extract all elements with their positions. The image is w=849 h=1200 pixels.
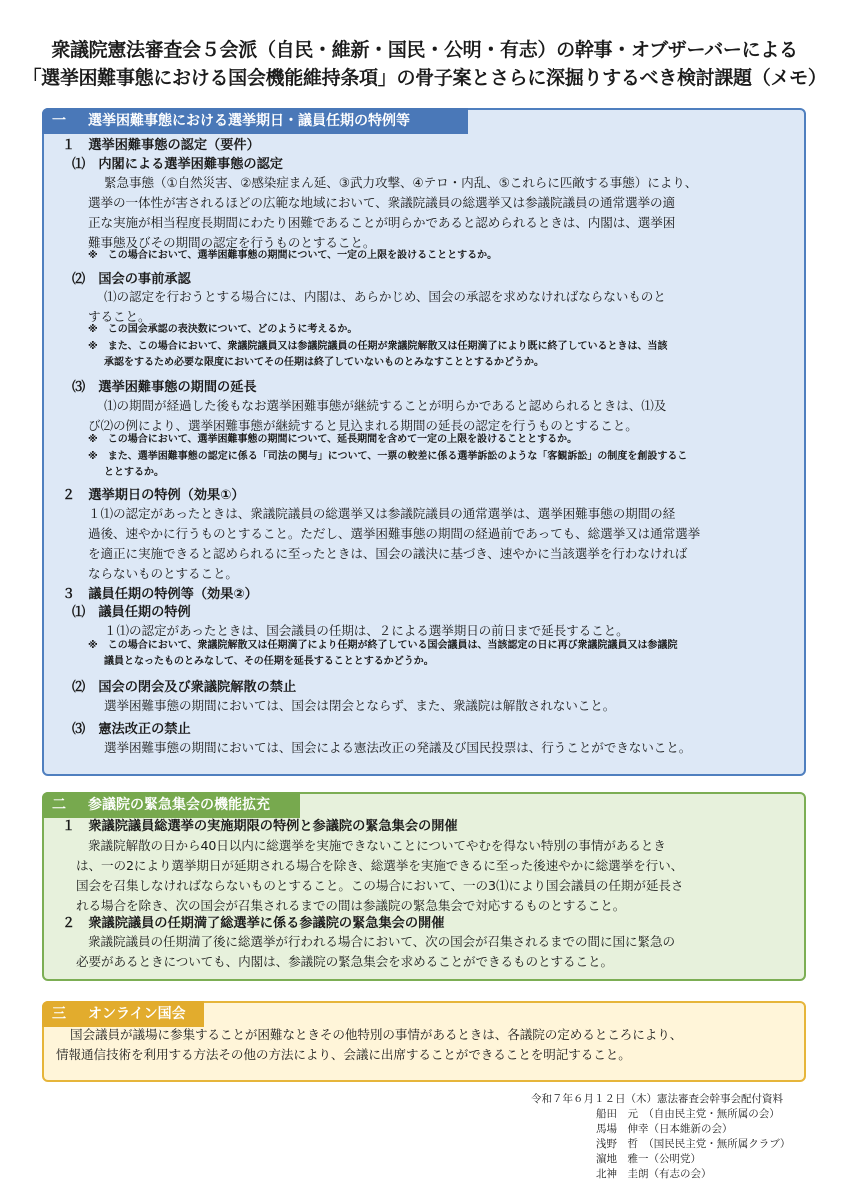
section1-note-line: ※ また、この場合において、衆議院議員又は参議院議員の任期が衆議院解散又は任期満了により既に終了しているときは、当該 xyxy=(88,341,668,352)
section-2-number: 二 xyxy=(52,797,66,813)
footer-member: 浅野 哲 （国民民主党・無所属クラブ） xyxy=(596,1138,791,1150)
section1-heading-line: ⑶ 憲法改正の禁止 xyxy=(72,722,191,737)
section1-text-line: 選挙の一体性が害されるほどの広範な地域において、衆議院議員の総選挙又は参議院議員の通常選挙の適 xyxy=(88,195,675,210)
section-2-heading-bar xyxy=(42,792,300,818)
section-1-number: 一 xyxy=(52,113,66,129)
section-3-number: 三 xyxy=(52,1006,66,1022)
section1-text-line: 選挙困難事態の期間においては、国会による憲法改正の発議及び国民投票は、行うことができないこと。 xyxy=(104,740,692,755)
section1-heading-line: ⑴ 議員任期の特例 xyxy=(72,605,191,620)
section1-heading-line: ⑶ 選挙困難事態の期間の延長 xyxy=(72,380,257,395)
section1-text-line: ⑴の認定を行おうとする場合には、内閣は、あらかじめ、国会の承認を求めなければならないものと xyxy=(104,289,666,304)
section1-heading-line: ３ 議員任期の特例等（効果②） xyxy=(62,587,258,602)
section3-text-line: 国会議員が議場に参集することが困難なときその他特別の事情があるときは、各議院の定めるところにより、 xyxy=(70,1027,683,1042)
section2-text-line: 衆議院議員の任期満了後に総選挙が行われる場合において、次の国会が召集されるまでの間に国に緊急の xyxy=(88,934,675,949)
section-1-heading: 選挙困難事態における選挙期日・議員任期の特例等 xyxy=(88,113,410,129)
section1-note-line: 承認をするため必要な限度においてその任期は終了していないものとみなすこととするかどうか。 xyxy=(104,357,544,368)
footer-member: 船田 元 （自由民主党・無所属の会） xyxy=(596,1108,780,1120)
section1-note-line: ※ また、選挙困難事態の認定に係る「司法の関与」について、一票の較差に係る選挙訴訟のような「客観訴訟」の制度を創設するこ xyxy=(88,451,688,462)
section2-text-line: れる場合を除き、次の国会が召集されるまでの間は参議院の緊急集会で対応するものとすること。 xyxy=(76,898,626,913)
section1-note-line: 議員となったものとみなして、その任期を延長することとするかどうか。 xyxy=(104,656,434,667)
section1-note-line: ※ この場合において、衆議院解散又は任期満了により任期が終了している国会議員は、当該認定の日に再び衆議院議員又は参議院 xyxy=(88,640,678,651)
section1-note-line: ※ この国会承認の表決数について、どのように考えるか。 xyxy=(88,324,358,335)
section1-text-line: 緊急事態（①自然災害、②感染症まん延、③武力攻撃、④テロ・内乱、⑤これらに匹敵する事態）により、 xyxy=(104,175,698,190)
footer-member: 北神 圭朗（有志の会） xyxy=(596,1168,712,1180)
footer-member: 馬場 伸幸（日本維新の会） xyxy=(596,1123,733,1135)
section1-text-line: すること。 xyxy=(88,309,151,324)
title-line-1: 衆議院憲法審査会５会派（自民・維新・国民・公明・有志）の幹事・オブザーバーによる xyxy=(51,39,798,61)
section2-text-line: 必要があるときについても、内閣は、参議院の緊急集会を求めることができるものとすること。 xyxy=(76,954,613,969)
section1-heading-line: ⑴ 内閣による選挙困難事態の認定 xyxy=(72,157,283,172)
section1-text-line: ⑴の期間が経過した後もなお選挙困難事態が継続することが明らかであると認められるときは、⑴及 xyxy=(104,398,667,413)
section1-heading-line: ⑵ 国会の事前承認 xyxy=(72,272,191,287)
section1-text-line: １⑴の認定があったときは、衆議院議員の総選挙又は参議院議員の通常選挙は、選挙困難事態の期間の経 xyxy=(88,506,676,521)
section1-text-line: 選挙困難事態の期間においては、国会は閉会とならず、また、衆議院は解散されないこと。 xyxy=(104,698,616,713)
section1-note-line: ※ この場合において、選挙困難事態の期間について、延長期間を含めて一定の上限を設けることとするか。 xyxy=(88,434,578,445)
section2-text-line: は、一の2により選挙期日が延期される場合を除き、総選挙を実施できるに至った後速やかに総選挙を行い、 xyxy=(76,858,684,873)
title-line-2: 「選挙困難事態における国会機能維持条項」の骨子案とさらに深掘りするべき検討課題（メモ） xyxy=(22,67,827,89)
section-1-heading-bar xyxy=(42,108,468,134)
section1-text-line: 過後、速やかに行うものとすること。ただし、選挙困難事態の期間の経過前であっても、総選挙又は通常選挙 xyxy=(88,526,701,541)
footer-date: 令和７年６月１２日（木）憲法審査会幹事会配付資料 xyxy=(531,1093,783,1105)
footer-member: 濵地 雅一（公明党） xyxy=(596,1153,701,1165)
section2-text-line: 国会を召集しなければならないものとすること。この場合において、一の3⑴により国会議員の任期が延長さ xyxy=(76,878,684,893)
section1-text-line: 難事態及びその期間の認定を行うものとすること。 xyxy=(88,235,376,250)
section-3-heading-bar xyxy=(42,1001,204,1027)
section1-heading-line: ２ 選挙期日の特例（効果①） xyxy=(62,488,245,503)
section1-text-line: 正な実施が相当程度長期間にわたり困難であることが明らかであると認められるときは、内閣は、選挙困 xyxy=(88,215,676,230)
section1-heading-line: １ 選挙困難事態の認定（要件） xyxy=(62,138,260,153)
section2-heading-line: ２ 衆議院議員の任期満了総選挙に係る参議院の緊急集会の開催 xyxy=(62,916,445,931)
section-2-heading: 参議院の緊急集会の機能拡充 xyxy=(88,797,270,813)
section1-text-line: を適正に実施できると認められるに至ったときは、国会の議決に基づき、速やかに当該選挙を行わなければ xyxy=(88,546,688,561)
section3-text-line: 情報通信技術を利用する方法その他の方法により、会議に出席することができることを明記すること。 xyxy=(56,1047,631,1062)
section2-text-line: 衆議院解散の日から40日以内に総選挙を実施できないことについてやむを得ない特別の事情があるとき xyxy=(88,838,666,853)
section1-note-line: ととするか。 xyxy=(104,467,164,478)
document-title xyxy=(0,36,849,92)
section1-heading-line: ⑵ 国会の閉会及び衆議院解散の禁止 xyxy=(72,680,297,695)
section1-text-line: び⑵の例により、選挙困難事態が継続すると見込まれる期間の延長の認定を行うものとすること。 xyxy=(88,418,638,433)
section1-text-line: １⑴の認定があったときは、国会議員の任期は、２による選挙期日の前日まで延長すること。 xyxy=(104,623,629,638)
section2-heading-line: １ 衆議院議員総選挙の実施期限の特例と参議院の緊急集会の開催 xyxy=(62,819,458,834)
section-3-heading: オンライン国会 xyxy=(88,1006,186,1022)
section1-note-line: ※ この場合において、選挙困難事態の期間について、一定の上限を設けることとするか。 xyxy=(88,250,498,261)
section1-text-line: ならないものとすること。 xyxy=(88,566,238,581)
